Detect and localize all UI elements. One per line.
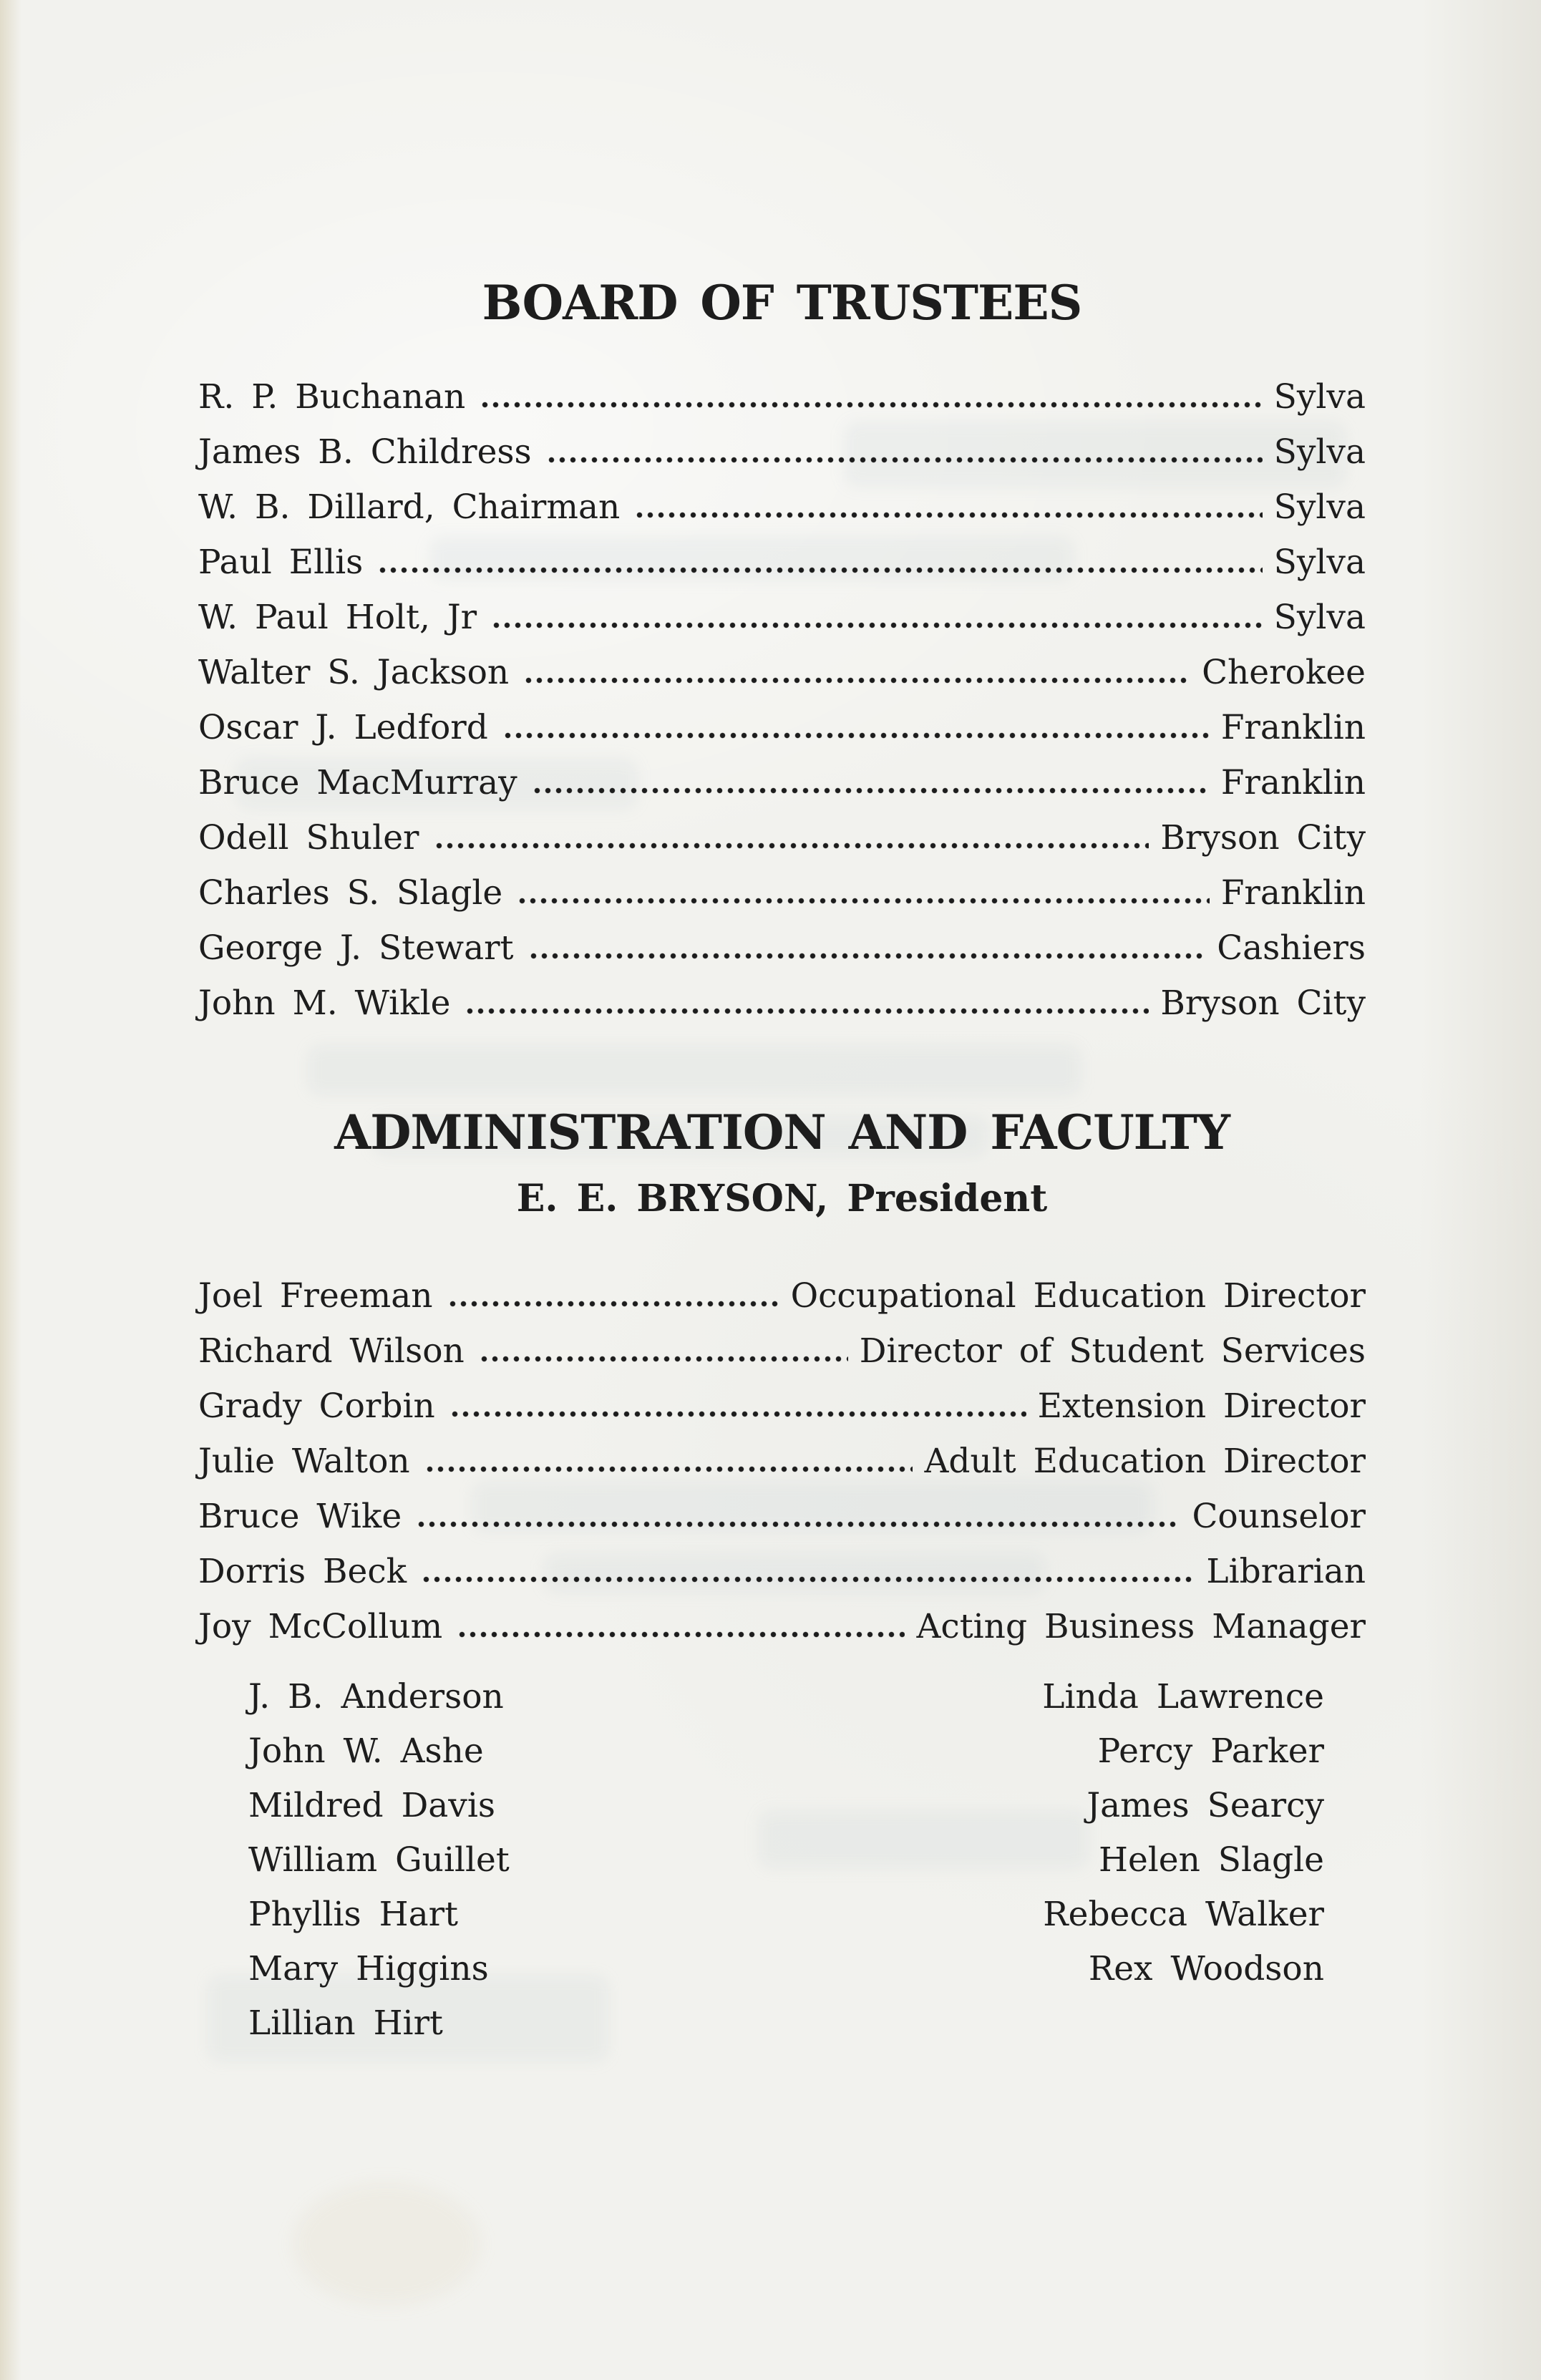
staff-role: Librarian (1206, 1552, 1366, 1591)
dot-leader (491, 590, 1263, 645)
dot-leader (517, 865, 1210, 921)
faculty-name-right: Percy Parker (1097, 1731, 1324, 1771)
page-content (198, 0, 1366, 2051)
staff-row (198, 1434, 1366, 1489)
staff-row (198, 1323, 1366, 1379)
trustee-location: Cherokee (1202, 653, 1366, 692)
trustee-location: Sylva (1273, 377, 1366, 417)
trustee-location: Bryson City (1160, 818, 1366, 858)
trustee-row (198, 424, 1366, 480)
trustee-row (198, 535, 1366, 590)
trustee-row (198, 645, 1366, 700)
faculty-name-left: William Guillet (248, 1840, 510, 1880)
faculty-grid (198, 1670, 1366, 2051)
trustee-location: Sylva (1273, 543, 1366, 582)
staff-role: Extension Director (1037, 1386, 1366, 1426)
faculty-name-left: Lillian Hirt (248, 2003, 443, 2043)
trustee-location: Bryson City (1160, 983, 1366, 1023)
trustee-location: Sylva (1273, 598, 1366, 637)
administration-title: ADMINISTRATION AND FACULTY (334, 1104, 1230, 1160)
dot-leader (479, 1323, 848, 1379)
staff-name: Joel Freeman (198, 1276, 433, 1316)
paper-stain (293, 2183, 480, 2305)
trustee-location: Sylva (1273, 432, 1366, 472)
president-line: E. E. BRYSON, President (516, 1177, 1048, 1220)
trustee-row (198, 480, 1366, 535)
board-list (198, 369, 1366, 1031)
trustee-location: Franklin (1220, 873, 1366, 913)
trustee-row (198, 755, 1366, 810)
faculty-name-right: Helen Slagle (1098, 1840, 1324, 1880)
trustee-name: Paul Ellis (198, 543, 364, 582)
trustee-name: Oscar J. Ledford (198, 708, 488, 747)
trustee-row (198, 810, 1366, 865)
staff-name: Bruce Wike (198, 1497, 402, 1536)
faculty-name-left: Mary Higgins (248, 1949, 489, 1988)
dot-leader (449, 1379, 1026, 1434)
dot-leader (546, 424, 1263, 480)
trustee-name: Charles S. Slagle (198, 873, 503, 913)
trustee-row (198, 369, 1366, 424)
trustee-location: Franklin (1220, 763, 1366, 802)
trustee-name: Bruce MacMurray (198, 763, 517, 802)
faculty-name-left: Phyllis Hart (248, 1895, 458, 1934)
staff-row (198, 1489, 1366, 1544)
trustee-row (198, 921, 1366, 976)
trustee-row (198, 865, 1366, 921)
faculty-name-left: Mildred Davis (248, 1786, 495, 1825)
faculty-cell-empty (782, 1996, 1366, 2051)
dot-leader (377, 535, 1262, 590)
staff-row (198, 1544, 1366, 1599)
dot-leader (523, 645, 1190, 700)
staff-name: Dorris Beck (198, 1552, 407, 1591)
faculty-name-right: Rex Woodson (1088, 1949, 1324, 1988)
dot-leader (457, 1599, 905, 1654)
trustee-row (198, 590, 1366, 645)
trustee-name: James B. Childress (198, 432, 532, 472)
trustee-name: John M. Wikle (198, 983, 451, 1023)
dot-leader (634, 480, 1262, 535)
board-title: BOARD OF TRUSTEES (482, 275, 1082, 331)
staff-name: Joy McCollum (198, 1607, 443, 1646)
dot-leader (502, 700, 1210, 755)
faculty-name-left: J. B. Anderson (248, 1677, 504, 1716)
trustee-location: Franklin (1220, 708, 1366, 747)
faculty-name-right: James Searcy (1087, 1786, 1324, 1825)
staff-name: Richard Wilson (198, 1331, 465, 1371)
staff-role: Acting Business Manager (916, 1607, 1366, 1646)
trustee-row (198, 700, 1366, 755)
staff-row (198, 1599, 1366, 1654)
dot-leader (528, 921, 1206, 976)
dot-leader (465, 976, 1149, 1031)
staff-role: Adult Education Director (924, 1442, 1366, 1481)
trustee-name: W. B. Dillard, Chairman (198, 487, 621, 527)
dot-leader (447, 1268, 779, 1323)
dot-leader (480, 369, 1262, 424)
dot-leader (421, 1544, 1195, 1599)
trustee-name: W. Paul Holt, Jr (198, 598, 477, 637)
staff-list (198, 1268, 1366, 1654)
trustee-name: Walter S. Jackson (198, 653, 510, 692)
faculty-name-left: John W. Ashe (248, 1731, 484, 1771)
trustee-location: Sylva (1273, 487, 1366, 527)
dot-leader (424, 1434, 913, 1489)
trustee-name: Odell Shuler (198, 818, 419, 858)
faculty-name-right: Rebecca Walker (1043, 1895, 1324, 1934)
staff-role: Counselor (1192, 1497, 1366, 1536)
staff-role: Occupational Education Director (790, 1276, 1366, 1316)
staff-name: Julie Walton (198, 1442, 410, 1481)
staff-row (198, 1268, 1366, 1323)
staff-row (198, 1379, 1366, 1434)
trustee-name: R. P. Buchanan (198, 377, 466, 417)
trustee-row (198, 976, 1366, 1031)
trustee-location: Cashiers (1217, 928, 1366, 968)
dot-leader (434, 810, 1149, 865)
staff-role: Director of Student Services (859, 1331, 1366, 1371)
trustee-name: George J. Stewart (198, 928, 514, 968)
dot-leader (532, 755, 1210, 810)
faculty-name-right: Linda Lawrence (1042, 1677, 1324, 1716)
dot-leader (416, 1489, 1180, 1544)
staff-name: Grady Corbin (198, 1386, 435, 1426)
